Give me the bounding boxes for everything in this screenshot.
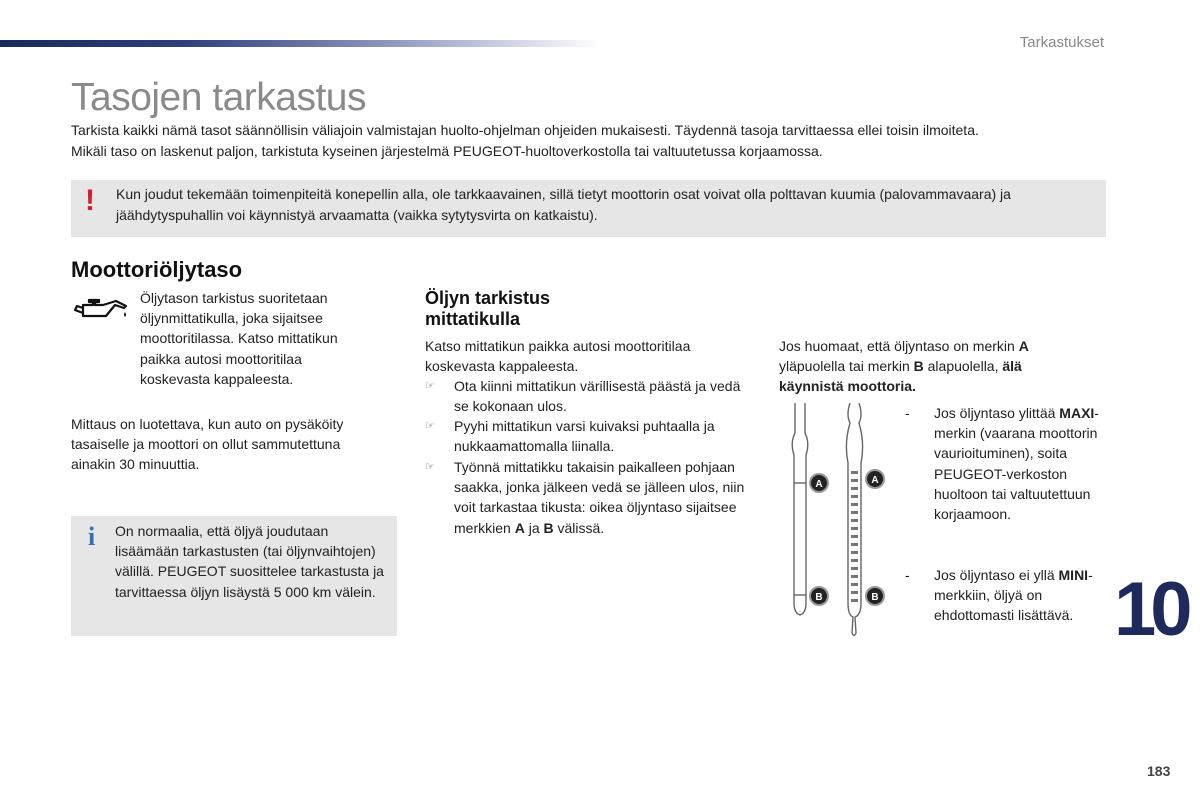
dipstick-location-text: Katso mittatikun paikka autosi moottoritilaa koskevasta kappaleesta.	[425, 338, 691, 375]
mark-a-right-badge	[866, 470, 884, 488]
dipstick-illustration	[786, 403, 891, 638]
gauge-tick	[851, 503, 858, 506]
step-text-part: välissä.	[553, 519, 605, 536]
mark-b-label: B	[913, 358, 924, 375]
mark-b-label: B	[543, 519, 554, 536]
step-item	[425, 376, 755, 416]
intro-text	[71, 120, 1111, 162]
gauge-tick	[851, 535, 858, 538]
gauge-tick	[851, 471, 858, 474]
level-warning-text	[779, 336, 1079, 397]
dipstick-check-heading: Öljyn tarkistus mittatikulla	[425, 288, 551, 329]
gauge-tick	[851, 583, 858, 586]
gauge-tick	[851, 591, 858, 594]
step-item	[425, 416, 755, 456]
step-text: Ota kiinni mittatikun värillisestä päästä ja vedä se kokonaan ulos.	[454, 378, 741, 415]
mark-a-left-badge	[810, 474, 828, 492]
gauge-tick	[851, 527, 858, 530]
bullet-item	[905, 565, 1100, 626]
gauge-tick	[851, 551, 858, 554]
mark-b-left-badge	[810, 587, 828, 605]
bullet-item	[905, 403, 1100, 524]
warning-icon: !	[85, 184, 95, 217]
mark-a-label: A	[1018, 338, 1029, 354]
gauge-tick	[851, 559, 858, 562]
text-part: Jos öljyntaso ei yllä	[934, 567, 1059, 583]
gauge-tick	[851, 575, 858, 578]
maxi-label: MAXI	[1059, 405, 1095, 421]
text-part: yläpuolella tai merkin	[779, 358, 914, 375]
intro-line-1: Tarkista kaikki nämä tasot säännöllisin väliajoin valmistajan huolto-ohjelman ohjeiden mukaisesti. Täydennä tasoja tarvittaessa ellei toisin ilmoiteta.	[71, 122, 979, 138]
info-box	[71, 516, 397, 636]
hand-pointer-icon: ☞	[425, 380, 435, 392]
step-text: Pyyhi mittatikun varsi kuivaksi puhtaalla ja nukkaamattomalla liinalla.	[454, 418, 715, 455]
text-part: -merkkiin, öljyä on ehdottomasti lisättävä.	[934, 567, 1093, 624]
text-part: Jos öljyntaso ylittää	[934, 405, 1060, 421]
oil-can-icon	[73, 296, 129, 322]
text-part: -merkin (vaarana moottorin vaurioituminen), soita PEUGEOT-verkoston huoltoon tai valtuutettuun korjaamoon.	[934, 405, 1099, 523]
bullet-text	[934, 403, 1100, 524]
gauge-tick	[851, 599, 858, 602]
step-item	[425, 457, 755, 538]
measurement-note: Mittaus on luotettava, kun auto on pysäköity tasaiselle ja moottori on ollut sammutettuna ainakin 30 minuuttia.	[71, 416, 344, 473]
mark-b-left-text: B	[815, 592, 823, 603]
text-part: alapuolella,	[923, 358, 1003, 375]
dipstick-left	[792, 403, 808, 615]
header-accent-bar	[0, 40, 600, 47]
engine-oil-heading: Moottoriöljytaso	[71, 257, 243, 282]
page-number: 183	[1147, 763, 1171, 779]
mark-a-right-text: A	[871, 475, 879, 486]
mark-a-label: A	[514, 519, 525, 536]
info-text: On normaalia, että öljyä joudutaan lisäämään tarkastusten (tai öljynvaihtojen) välillä. PEUGEOT suosittelee tarkastusta ja tarvittaessa öljyn lisäystä 5 000 km välein.	[115, 523, 384, 600]
gauge-tick	[851, 495, 858, 498]
chapter-number: 10	[1114, 567, 1187, 652]
step-text	[454, 457, 755, 538]
dipstick-gauge-ticks	[851, 471, 858, 602]
info-icon: i	[88, 522, 96, 551]
warning-box	[71, 180, 1106, 237]
step-text-part: Työnnä mittatikku takaisin paikalleen pohjaan saakka, jonka jälkeen vedä se jälleen ulos, niin voit tarkastaa tikusta: oikea öljyntaso sijaitsee merkkien	[454, 459, 745, 536]
gauge-tick	[851, 479, 858, 482]
do-not-start-warning: älä käynnistä moottoria.	[779, 358, 1022, 395]
mark-b-right-text: B	[871, 592, 879, 603]
bullet-text	[934, 565, 1100, 626]
gauge-tick	[851, 519, 858, 522]
gauge-tick	[851, 487, 858, 490]
text-part: Jos huomaat, että öljyntaso on merkin	[779, 338, 1019, 354]
oil-level-description: Öljytason tarkistus suoritetaan öljynmittatikulla, joka sijaitsee moottoritilassa. Katso mittatikun paikka autosi moottoritilaa koskevasta kappaleesta.	[140, 290, 338, 387]
section-name: Tarkastukset	[1019, 34, 1104, 51]
bullet-dash: -	[905, 405, 910, 421]
gauge-tick	[851, 511, 858, 514]
step-text-part: ja	[524, 519, 544, 536]
mini-label: MINI	[1058, 567, 1089, 583]
gauge-tick	[851, 543, 858, 546]
gauge-tick	[851, 567, 858, 570]
hand-pointer-icon: ☞	[425, 461, 435, 473]
warning-text: Kun joudut tekemään toimenpiteitä konepellin alla, ole tarkkaavainen, sillä tietyt moottorin osat voivat olla polttavan kuumia (palovammavaara) ja jäähdytyspuhallin voi käynnistyä arvaamatta (vaikka sytytysvirta on katkaistu).	[116, 186, 1011, 223]
hand-pointer-icon: ☞	[425, 420, 435, 432]
bullet-dash: -	[905, 567, 910, 583]
mark-a-left-text: A	[815, 479, 823, 490]
mark-b-right-badge	[866, 587, 884, 605]
page-title: Tasojen tarkastus	[71, 76, 366, 119]
intro-line-2: Mikäli taso on laskenut paljon, tarkistuta kyseinen järjestelmä PEUGEOT-huoltoverkostolla tai valtuutetussa korjaamossa.	[71, 143, 823, 159]
